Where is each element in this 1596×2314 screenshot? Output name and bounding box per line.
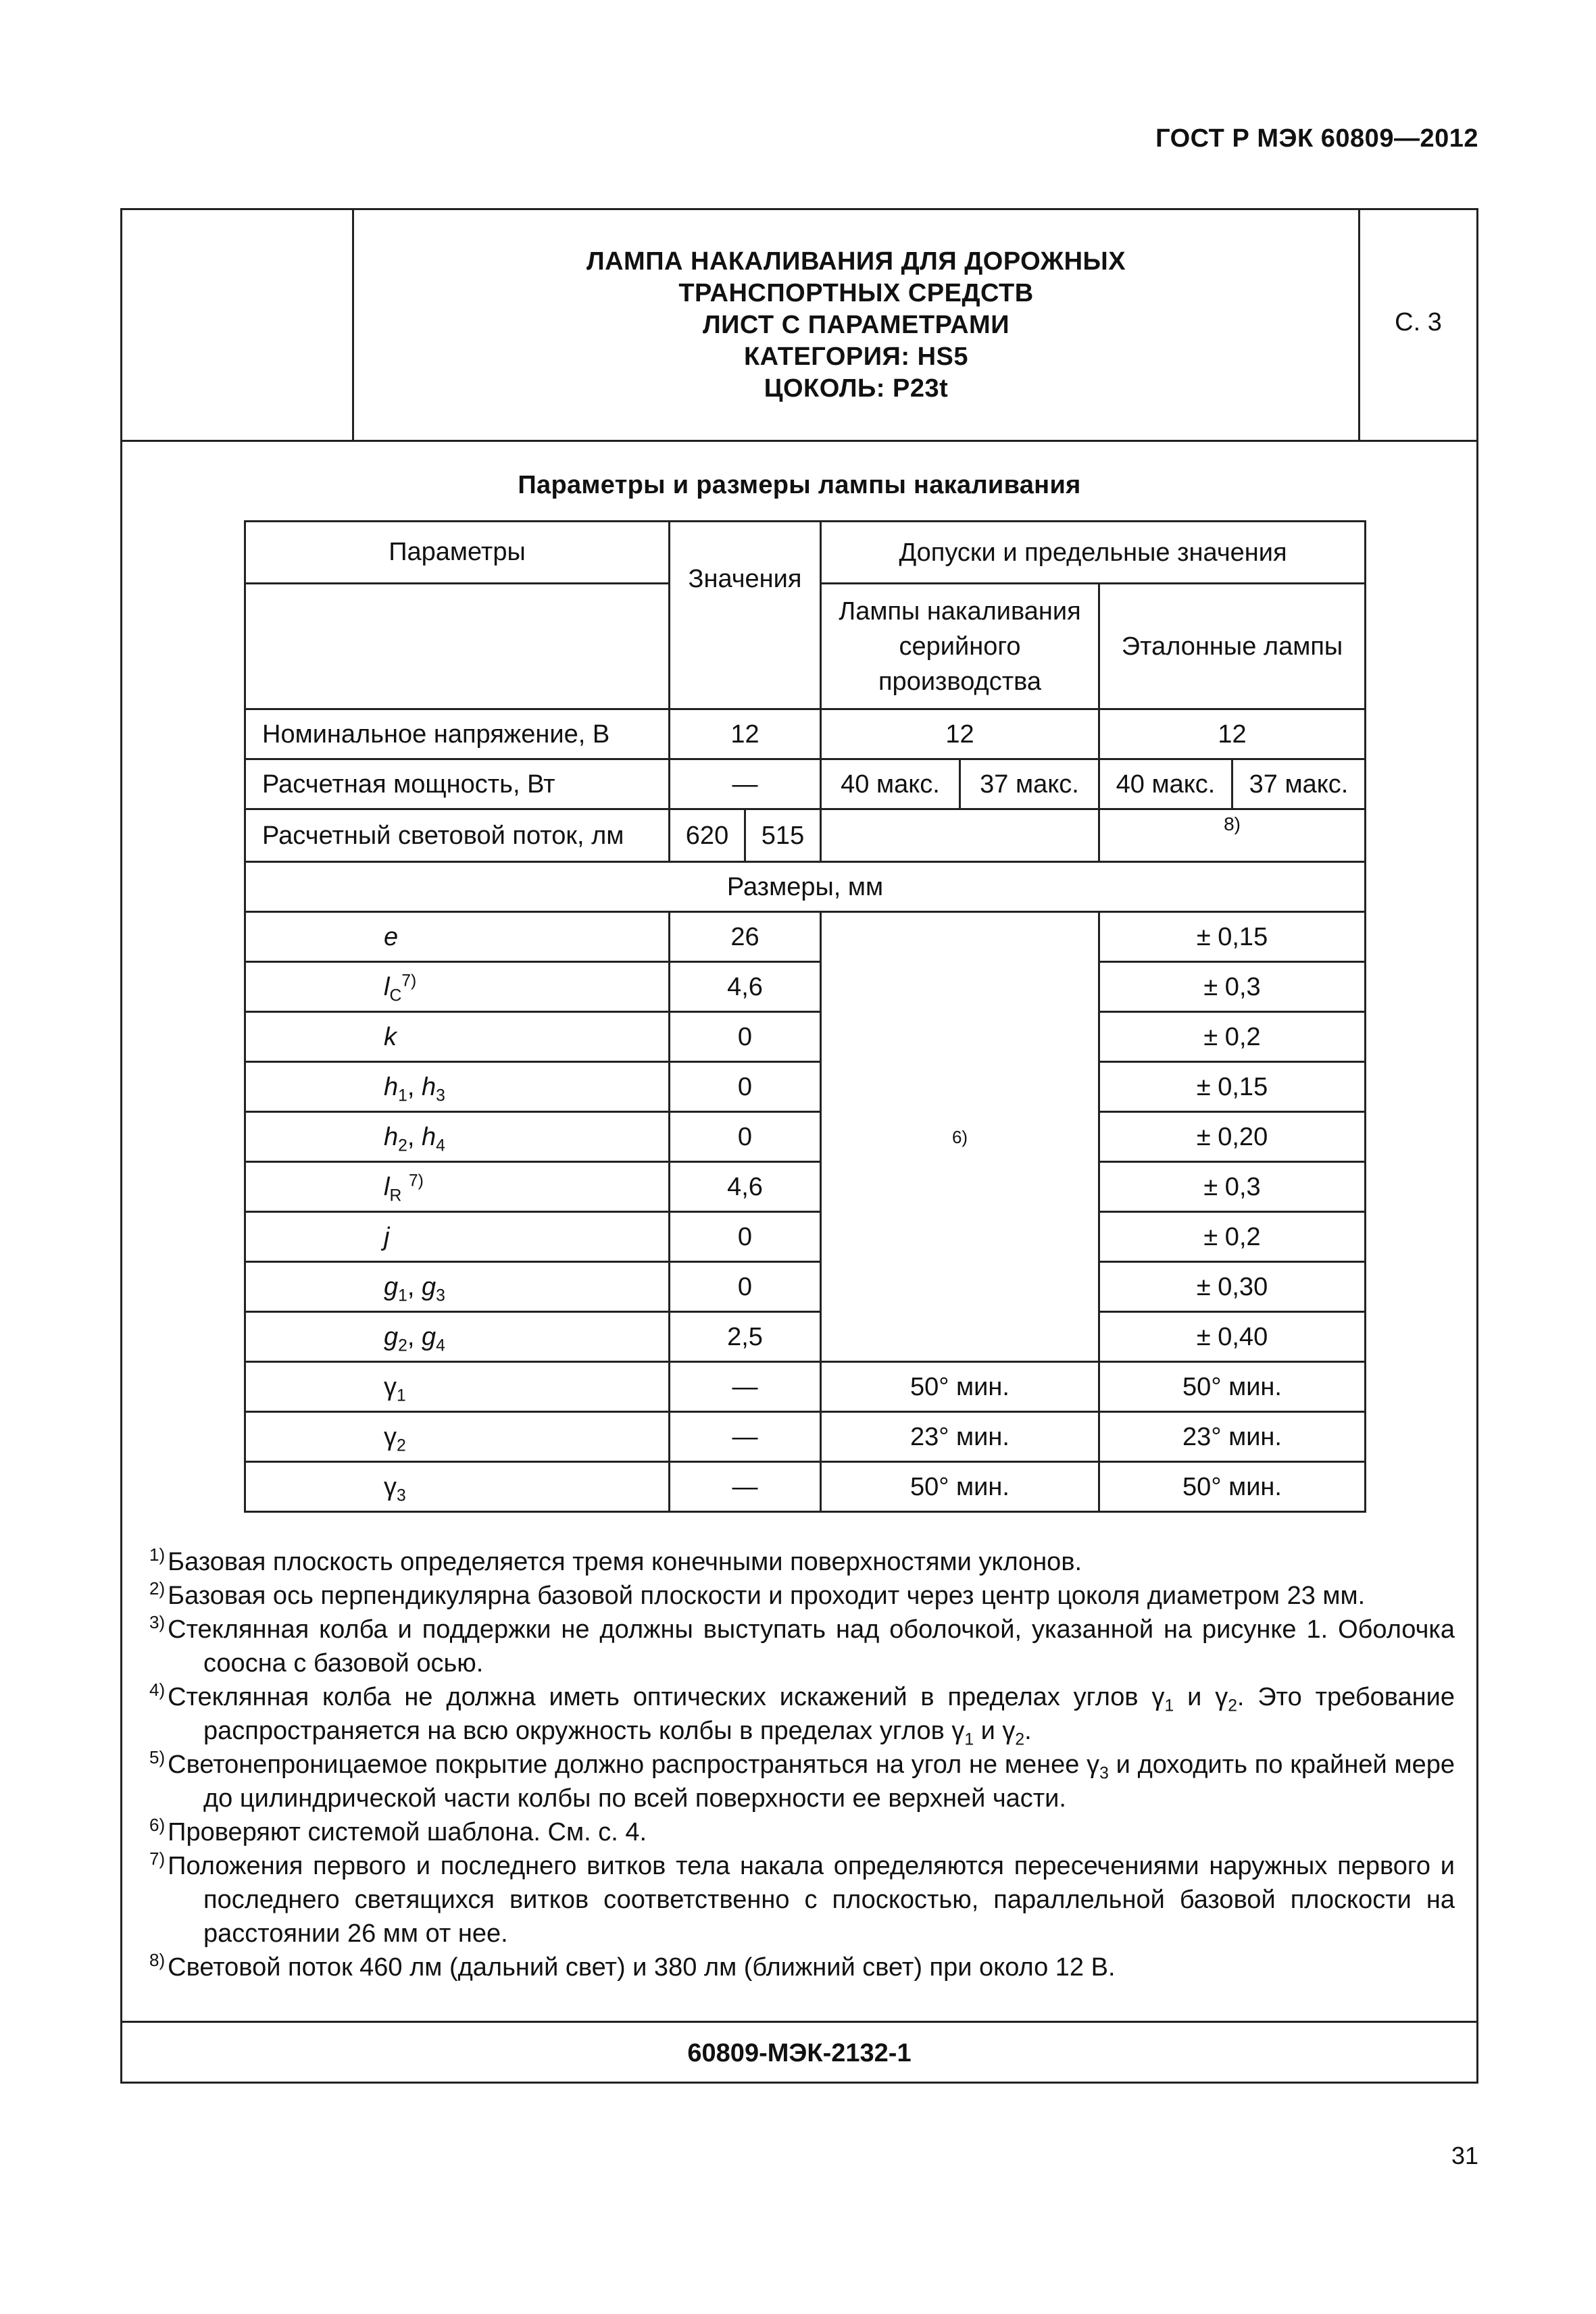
col-reference-header: Эталонные лампы — [1099, 584, 1366, 709]
title-line: ЛИСТ С ПАРАМЕТРАМИ — [702, 310, 1010, 339]
dim-label: j — [245, 1212, 670, 1262]
reference-value: 12 — [1099, 709, 1366, 759]
footnote: $^{4)}$ Стеклянная колба не должна иметь оптических искажений в пределах углов $\gamma_1$ и $\gamma_2$. Это требование распространяется на всю окружность колбы в пределах углов $\gamma_1$ и $\gamma_2$. — [149, 1680, 1455, 1749]
param-value: — — [670, 759, 821, 809]
footnote-ref: 8) — [1099, 809, 1366, 862]
footnote: $^{2)}$ Базовая ось перпендикулярна базовой плоскости и проходит через центр цоколя диаметром 23 мм. — [149, 1578, 1366, 1610]
col-tolerances-header: Допуски и предельные значения — [821, 522, 1366, 584]
table-row — [245, 1462, 1366, 1512]
footnote: $^{5)}$ Светонепроницаемое покрытие должно распространяться на угол не менее $\gamma_3$ и доходить по крайней мере до цилиндрической части колбы по всей поверхности ее верхней части. — [149, 1747, 1455, 1813]
table-row — [245, 1412, 1366, 1462]
dim-value: 2,5 — [670, 1312, 821, 1362]
reference-value: 40 макс. — [1099, 759, 1232, 809]
dim-reference: 23° мин. — [1099, 1412, 1366, 1462]
footnote: $^{8)}$ Световой поток 460 лм (дальний свет) и 380 лм (ближний свет) при около 12 В. — [149, 1950, 1116, 1982]
dim-label: $h_1$, $h_3$ — [245, 1062, 670, 1112]
data-sheet — [120, 208, 1478, 2084]
serial-dims-note: 6) — [821, 912, 1099, 1362]
dim-reference: ± 0,2 — [1099, 1212, 1366, 1262]
footnote: $^{3)}$ Стеклянная колба и поддержки не должны выступать над оболочкой, указанной на рисунке 1. Оболочка соосна с базовой осью. — [149, 1612, 1455, 1678]
serial-value: 37 макс. — [960, 759, 1099, 809]
dim-reference: ± 0,40 — [1099, 1312, 1366, 1362]
dim-value: 4,6 — [670, 962, 821, 1012]
table-row — [245, 962, 1366, 1012]
dim-reference: ± 0,3 — [1099, 962, 1366, 1012]
dim-value: 0 — [670, 1262, 821, 1312]
param-value: 515 — [745, 809, 821, 862]
table-row — [245, 1212, 1366, 1262]
table-row — [245, 809, 1366, 862]
dim-label: $g_2$, $g_4$ — [245, 1312, 670, 1362]
col-values-header: Значения — [670, 522, 821, 709]
section-title: Параметры и размеры лампы накаливания — [518, 471, 1081, 499]
dim-reference: ± 0,30 — [1099, 1262, 1366, 1312]
dim-value: 0 — [670, 1112, 821, 1162]
sheet-header — [122, 210, 1476, 442]
dim-value: — — [670, 1362, 821, 1412]
parameters-table — [244, 520, 1366, 1513]
sheet-code-row — [122, 2021, 1476, 2084]
dim-label: k — [245, 1012, 670, 1062]
serial-value: 23° мин. — [821, 1412, 1099, 1462]
page-number: 31 — [1451, 2142, 1478, 2169]
dim-label: $\gamma_2$ — [245, 1412, 670, 1462]
serial-value — [821, 809, 1099, 862]
dim-reference: ± 0,2 — [1099, 1012, 1366, 1062]
dimensions-header-row — [245, 862, 1366, 912]
dim-value: 0 — [670, 1062, 821, 1112]
dim-reference: 50° мин. — [1099, 1462, 1366, 1512]
footnote: $^{1)}$ Базовая плоскость определяется тремя конечными поверхностями уклонов. — [149, 1544, 1082, 1576]
dim-label: $g_1$, $g_3$ — [245, 1262, 670, 1312]
param-label: Расчетная мощность, Вт — [245, 759, 670, 809]
dim-value: — — [670, 1462, 821, 1512]
reference-value: 37 макс. — [1232, 759, 1366, 809]
sheet-page-cell — [1360, 210, 1476, 440]
table-row — [245, 1012, 1366, 1062]
param-value: 620 — [670, 809, 745, 862]
sheet-title — [354, 210, 1360, 440]
table-row — [245, 912, 1366, 962]
footnotes — [149, 1545, 1455, 1984]
title-line: ТРАНСПОРТНЫХ СРЕДСТВ — [678, 278, 1034, 307]
title-line: КАТЕГОРИЯ: HS5 — [743, 342, 968, 371]
serial-value: 50° мин. — [821, 1362, 1099, 1412]
dim-reference: ± 0,15 — [1099, 912, 1366, 962]
dim-reference: ± 0,3 — [1099, 1162, 1366, 1212]
sheet-page: С. 3 — [1395, 307, 1442, 336]
serial-value: 40 макс. — [821, 759, 960, 809]
dim-reference: ± 0,20 — [1099, 1112, 1366, 1162]
param-value: 12 — [670, 709, 821, 759]
dim-label: e — [245, 912, 670, 962]
table-row — [245, 759, 1366, 809]
title-line: ЦОКОЛЬ: P23t — [764, 374, 949, 403]
param-label: Номинальное напряжение, В — [245, 709, 670, 759]
table-row — [245, 1062, 1366, 1112]
table-header-row — [245, 522, 1366, 584]
dim-label: $\gamma_3$ — [245, 1462, 670, 1512]
serial-value: 50° мин. — [821, 1462, 1099, 1512]
standard-code: ГОСТ Р МЭК 60809—2012 — [1155, 124, 1478, 153]
title-line: ЛАМПА НАКАЛИВАНИЯ ДЛЯ ДОРОЖНЫХ — [586, 247, 1126, 276]
table-row — [245, 1312, 1366, 1362]
blank-header-cell — [245, 584, 670, 709]
footnote: $^{6)}$ Проверяют системой шаблона. См. с. 4. — [149, 1815, 647, 1846]
col-params-header: Параметры — [245, 522, 670, 584]
dimensions-header: Размеры, мм — [245, 862, 1366, 912]
dim-reference: ± 0,15 — [1099, 1062, 1366, 1112]
table-row — [245, 1162, 1366, 1212]
dim-value: 26 — [670, 912, 821, 962]
footnote: $^{7)}$ Положения первого и последнего витков тела накала определяются пересечениями наружных первого и последнего светящихся витков соответственно с плоскостью, параллельной базовой плоскости на расстоянии 26 мм от нее. — [149, 1848, 1455, 1948]
header-blank-cell — [122, 210, 354, 440]
dim-label: $h_2$, $h_4$ — [245, 1112, 670, 1162]
table-row — [245, 1262, 1366, 1312]
dim-value: 0 — [670, 1212, 821, 1262]
serial-value: 12 — [821, 709, 1099, 759]
table-row — [245, 1112, 1366, 1162]
table-row — [245, 709, 1366, 759]
dim-value: — — [670, 1412, 821, 1462]
dim-value: 4,6 — [670, 1162, 821, 1212]
table-row — [245, 1362, 1366, 1412]
sheet-code: 60809-МЭК-2132-1 — [687, 2038, 912, 2067]
dim-label: $\gamma_1$ — [245, 1362, 670, 1412]
col-serial-header: Лампы накаливания серийного производства — [821, 584, 1099, 709]
dim-reference: 50° мин. — [1099, 1362, 1366, 1412]
dim-value: 0 — [670, 1012, 821, 1062]
param-label: Расчетный световой поток, лм — [245, 809, 670, 862]
dim-label: $l_C^{7)}$ — [245, 962, 670, 1012]
dim-label: $l_R$ $^{7)}$ — [245, 1162, 670, 1212]
